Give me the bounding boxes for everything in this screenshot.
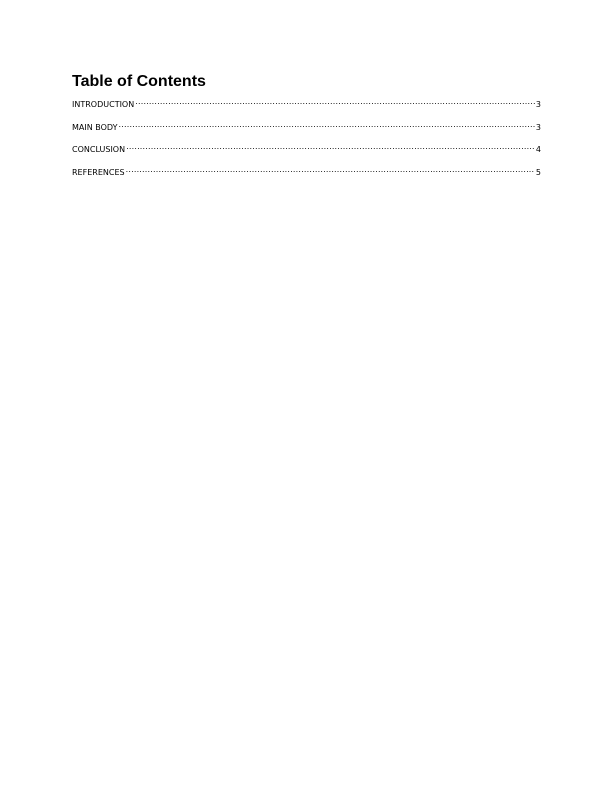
toc-entry-page-number: 3 bbox=[535, 122, 541, 132]
toc-entry-page-number: 5 bbox=[535, 167, 541, 177]
toc-dot-leader bbox=[119, 120, 535, 130]
toc-entry-main-body[interactable] bbox=[72, 120, 541, 143]
toc-entry-page-number: 3 bbox=[535, 100, 541, 109]
toc-entry-page-number: 4 bbox=[535, 145, 541, 154]
toc-entry-label: REFERENCES bbox=[72, 167, 125, 177]
toc-entry-references[interactable] bbox=[72, 165, 541, 188]
toc-dot-leader bbox=[126, 165, 535, 175]
toc-list bbox=[72, 97, 541, 187]
toc-entry-label: INTRODUCTION bbox=[72, 100, 135, 109]
toc-entry-label: CONCLUSION bbox=[72, 145, 126, 154]
toc-dot-leader bbox=[135, 97, 535, 107]
toc-entry-label: MAIN BODY bbox=[72, 122, 118, 132]
toc-entry-conclusion[interactable] bbox=[72, 142, 541, 165]
toc-dot-leader bbox=[126, 142, 535, 152]
toc-title: Table of Contents bbox=[72, 73, 206, 90]
table-of-contents bbox=[72, 72, 541, 187]
toc-entry-introduction[interactable] bbox=[72, 97, 541, 120]
